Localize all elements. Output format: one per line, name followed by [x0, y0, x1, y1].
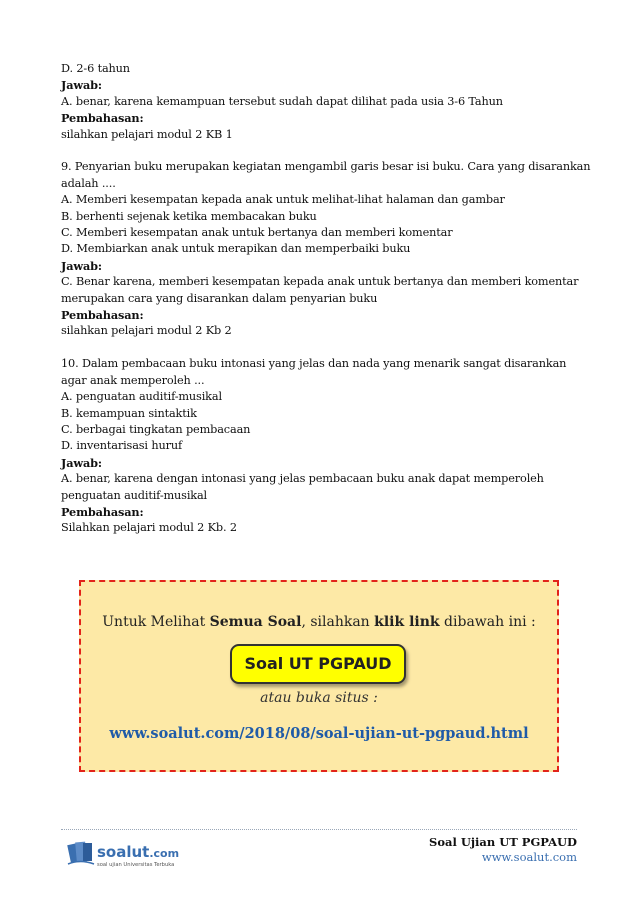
text-line: adalah .... — [61, 176, 116, 190]
soalut-url-link[interactable]: www.soalut.com/2018/08/soal-ujian-ut-pgpaud.html — [109, 725, 529, 742]
blank-line — [61, 340, 601, 356]
cta-text-bold: Semua Soal — [209, 614, 302, 630]
text-line: D. Membiarkan anak untuk merapikan dan memperbaiki buku — [61, 242, 411, 256]
text-line: A. penguatan auditif-musikal — [61, 390, 222, 404]
text-line: B. berhenti sejenak ketika membacakan buku — [61, 209, 317, 223]
blank-line — [61, 143, 601, 159]
soal-ut-pgpaud-button[interactable]: Soal UT PGPAUD — [230, 644, 406, 684]
footer-site: www.soalut.com — [481, 850, 577, 864]
text-line: 10. Dalam pembacaan buku intonasi yang jelas dan nada yang menarik sangat disarankan — [61, 357, 567, 371]
cta-text-part: Untuk Melihat — [102, 614, 210, 630]
cta-text-part: , silahkan — [301, 614, 375, 630]
text-line: C. Benar karena, memberi kesempatan kepada anak untuk bertanya dan memberi komentar — [61, 275, 579, 289]
text-line: A. benar, karena kemampuan tersebut sudah dapat dilihat pada usia 3-6 Tahun — [61, 94, 503, 108]
text-line: merupakan cara yang disarankan dalam penyarian buku — [61, 291, 378, 305]
cta-text-bold: klik link — [374, 614, 440, 630]
footer-info — [429, 835, 577, 865]
logo-tagline: soal ujian Universitas Terbuka — [97, 862, 175, 868]
text-line: 9. Penyarian buku merupakan kegiatan mengambil garis besar isi buku. Cara yang disarankan — [61, 160, 591, 174]
section-label: Jawab: — [61, 78, 102, 93]
soalut-logo — [66, 837, 186, 871]
section-label: Jawab: — [61, 455, 102, 470]
footer-title: Soal Ujian UT PGPAUD — [429, 835, 577, 849]
section-label: Jawab: — [61, 258, 102, 273]
text-line: penguatan auditif-musikal — [61, 488, 208, 502]
text-line: D. inventarisasi huruf — [61, 439, 182, 453]
cta-text-part: dibawah ini : — [439, 614, 536, 630]
text-line: D. 2-6 tahun — [61, 62, 130, 75]
section-label: Pembahasan: — [61, 504, 144, 519]
cta-instruction — [81, 614, 557, 630]
text-line: C. berbagai tingkatan pembacaan — [61, 422, 251, 436]
text-line: C. Memberi kesempatan anak untuk bertanya dan memberi komentar — [61, 226, 453, 240]
section-label: Pembahasan: — [61, 308, 144, 323]
text-line: silahkan pelajari modul 2 KB 1 — [61, 127, 233, 141]
logo-wordmark: soalut.com — [97, 843, 180, 861]
text-line: silahkan pelajari modul 2 Kb 2 — [61, 324, 232, 338]
section-label: Pembahasan: — [61, 111, 144, 126]
text-line: B. kemampuan sintaktik — [61, 406, 197, 420]
text-line: A. benar, karena dengan intonasi yang jelas pembacaan buku anak dapat memperoleh — [61, 472, 544, 486]
document-body — [61, 61, 601, 537]
text-line: Silahkan pelajari modul 2 Kb. 2 — [61, 521, 237, 535]
text-line: A. Memberi kesempatan kepada anak untuk melihat-lihat halaman dan gambar — [61, 193, 505, 207]
cta-box — [79, 580, 559, 772]
book-stack-icon — [67, 842, 94, 864]
text-line: agar anak memperoleh ... — [61, 373, 205, 387]
footer-divider — [61, 829, 577, 830]
cta-alt-text: atau buka situs : — [260, 690, 378, 706]
